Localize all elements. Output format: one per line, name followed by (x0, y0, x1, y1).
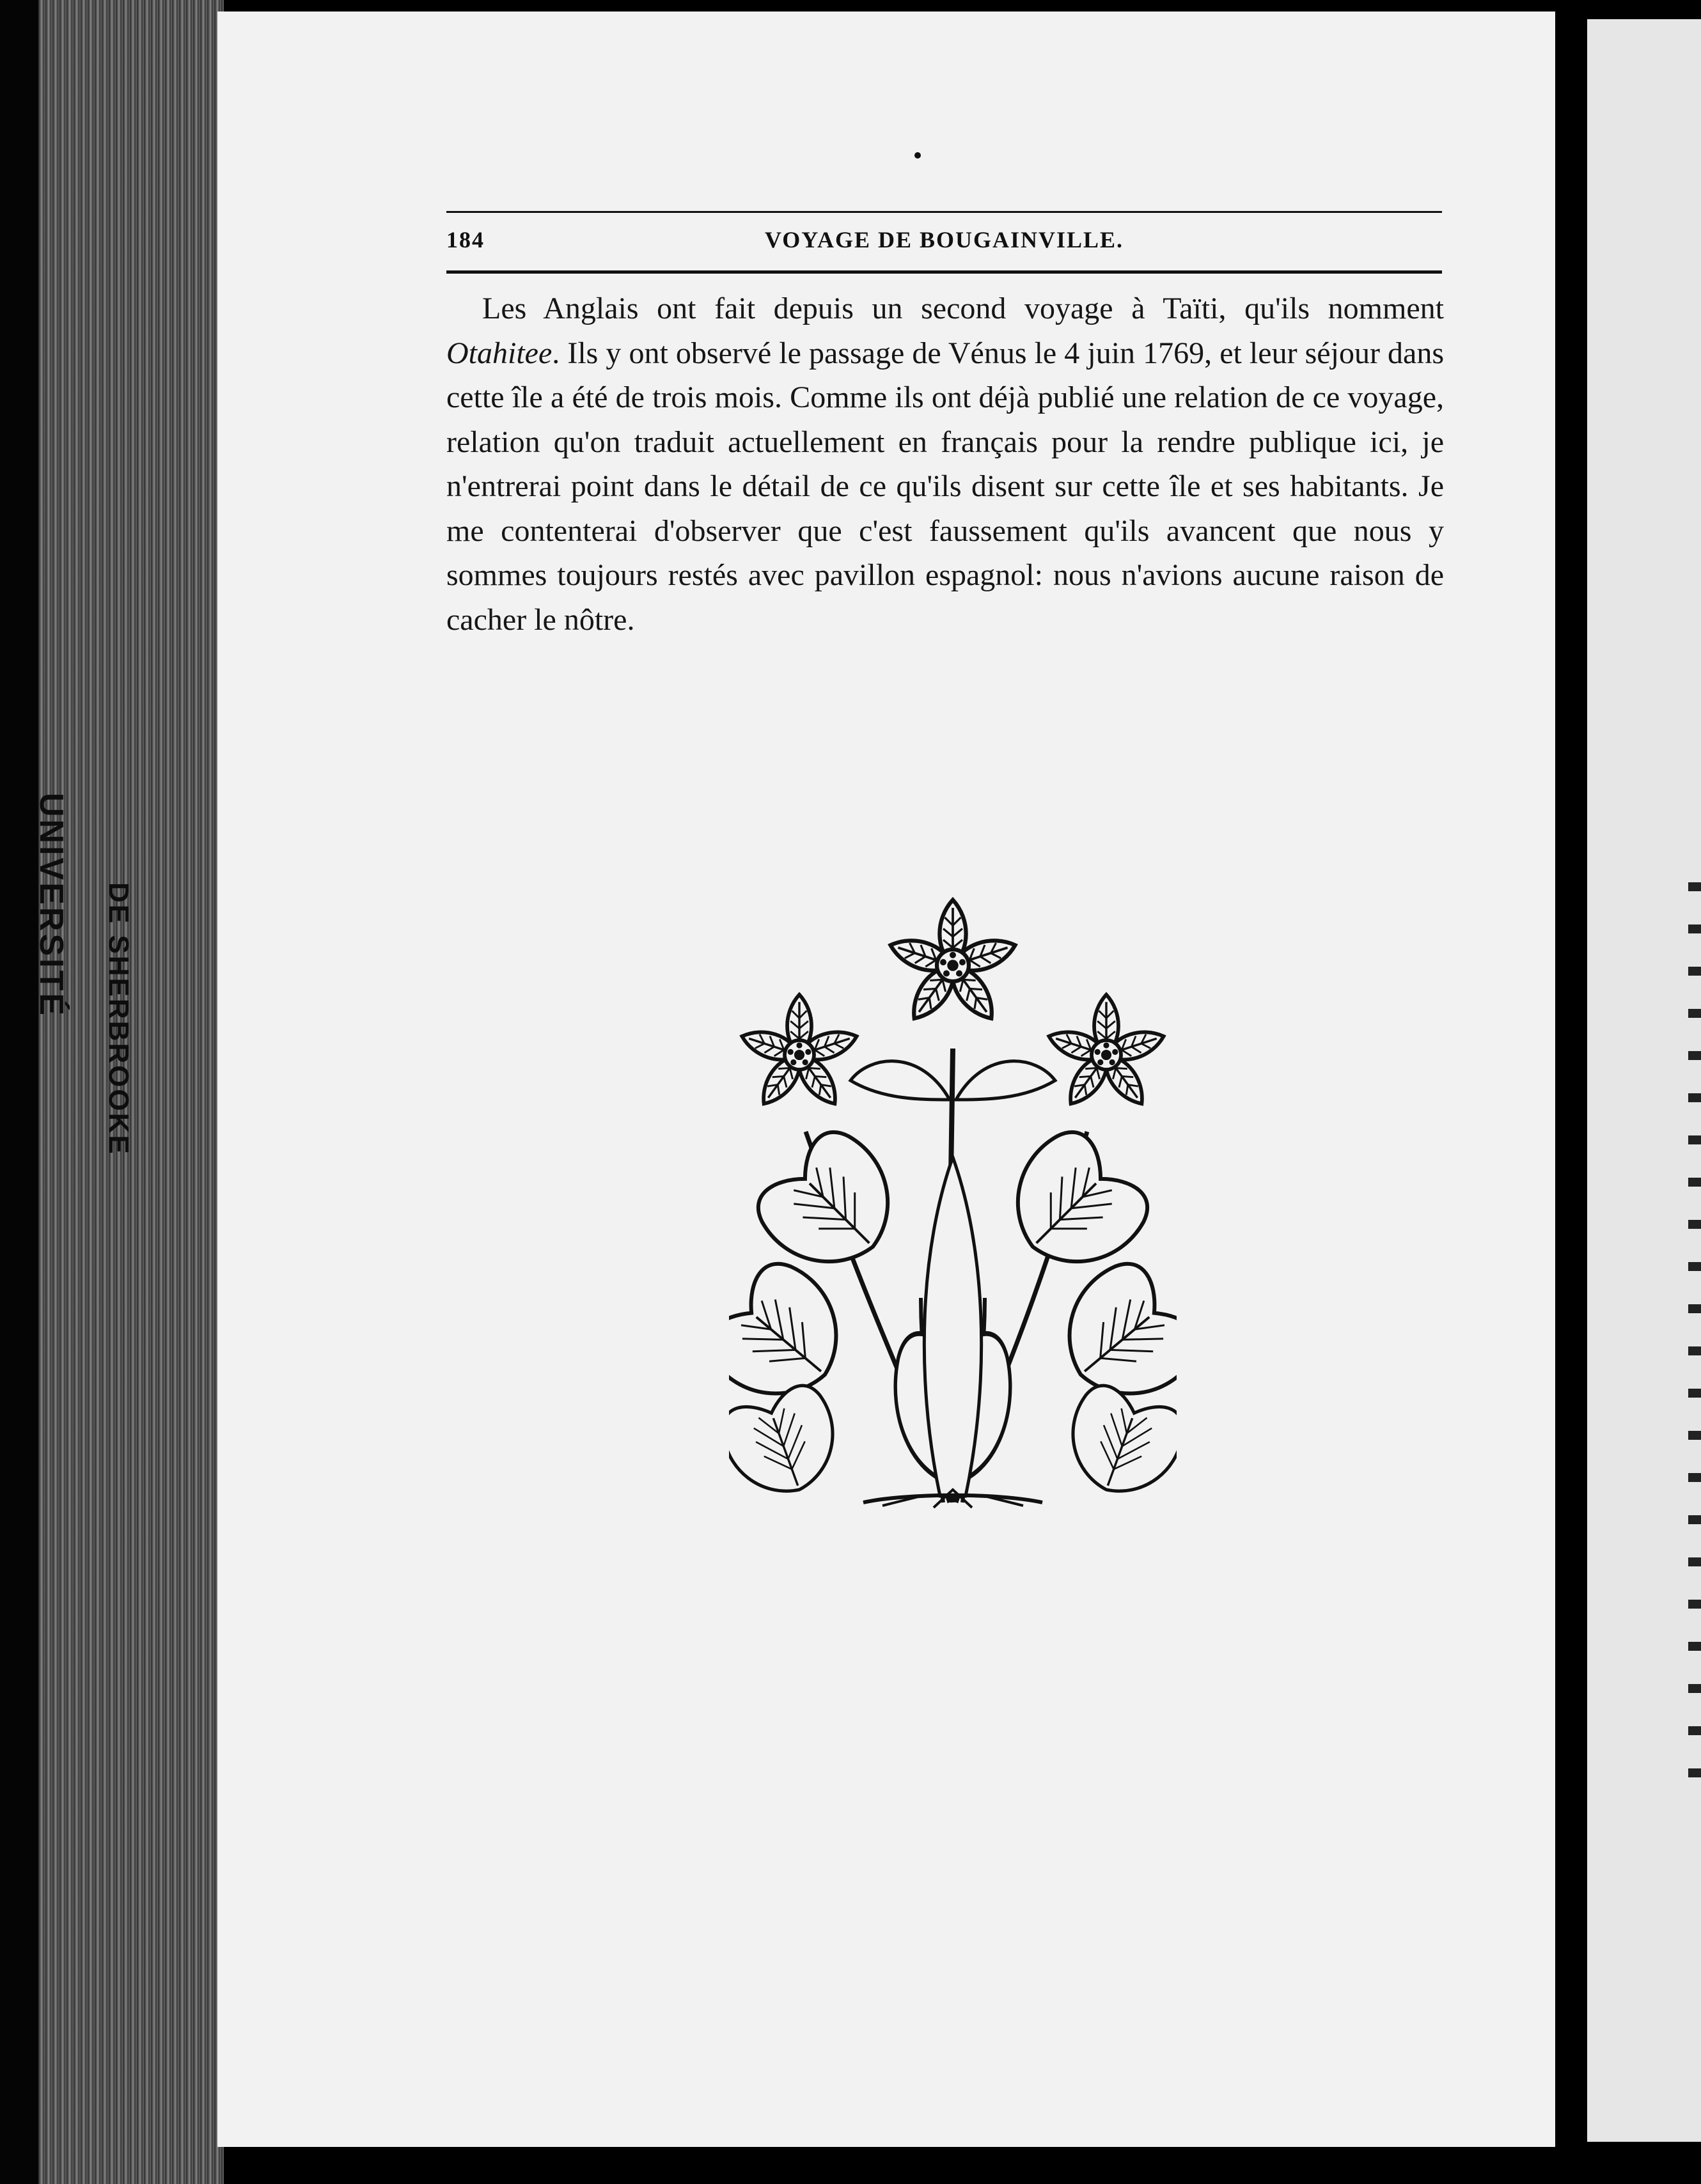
body-text (446, 286, 1444, 642)
running-title: VOYAGE DE BOUGAINVILLE. (764, 227, 1124, 253)
next-page-edge (1587, 19, 1701, 2142)
ink-dot (914, 152, 921, 159)
running-header (446, 221, 1442, 260)
floral-ornament-icon (729, 889, 1177, 1515)
paragraph-text-2: . Ils y ont observé le passage de Vénus le 4 juin 1769, et leur séjour dans cette île a été de trois mois. Comme ils ont déjà publié une relation de ce voyage, relation qu'on traduit actuellement en français pour la rendre publique ici, je n'entrerai point dans le détail de ce qu'ils disent sur cette île et ses habitants. Je me contenterai d'observer que c'est faussement qu'ils avancent que nous y sommes toujours restés avec pavillon espagnol: nous n'avions aucune raison de cacher le nôtre. (446, 336, 1444, 637)
italic-place-name: Otahitee (446, 336, 553, 370)
header-rule-bottom (446, 270, 1442, 274)
paragraph (446, 286, 1444, 642)
stamp-line-1: UNIVERSITÉ (33, 793, 70, 1018)
stamp-line-2: DE SHERBROOKE (103, 882, 134, 1156)
scan-border (0, 0, 38, 2184)
next-page-text-fragments (1688, 882, 1701, 1777)
page-number: 184 (446, 227, 485, 253)
paragraph-text-1: Les Anglais ont fait depuis un second voyage à Taïti, qu'ils nomment (482, 292, 1444, 325)
header-rule-top (446, 211, 1442, 213)
library-stamp (33, 767, 205, 1164)
